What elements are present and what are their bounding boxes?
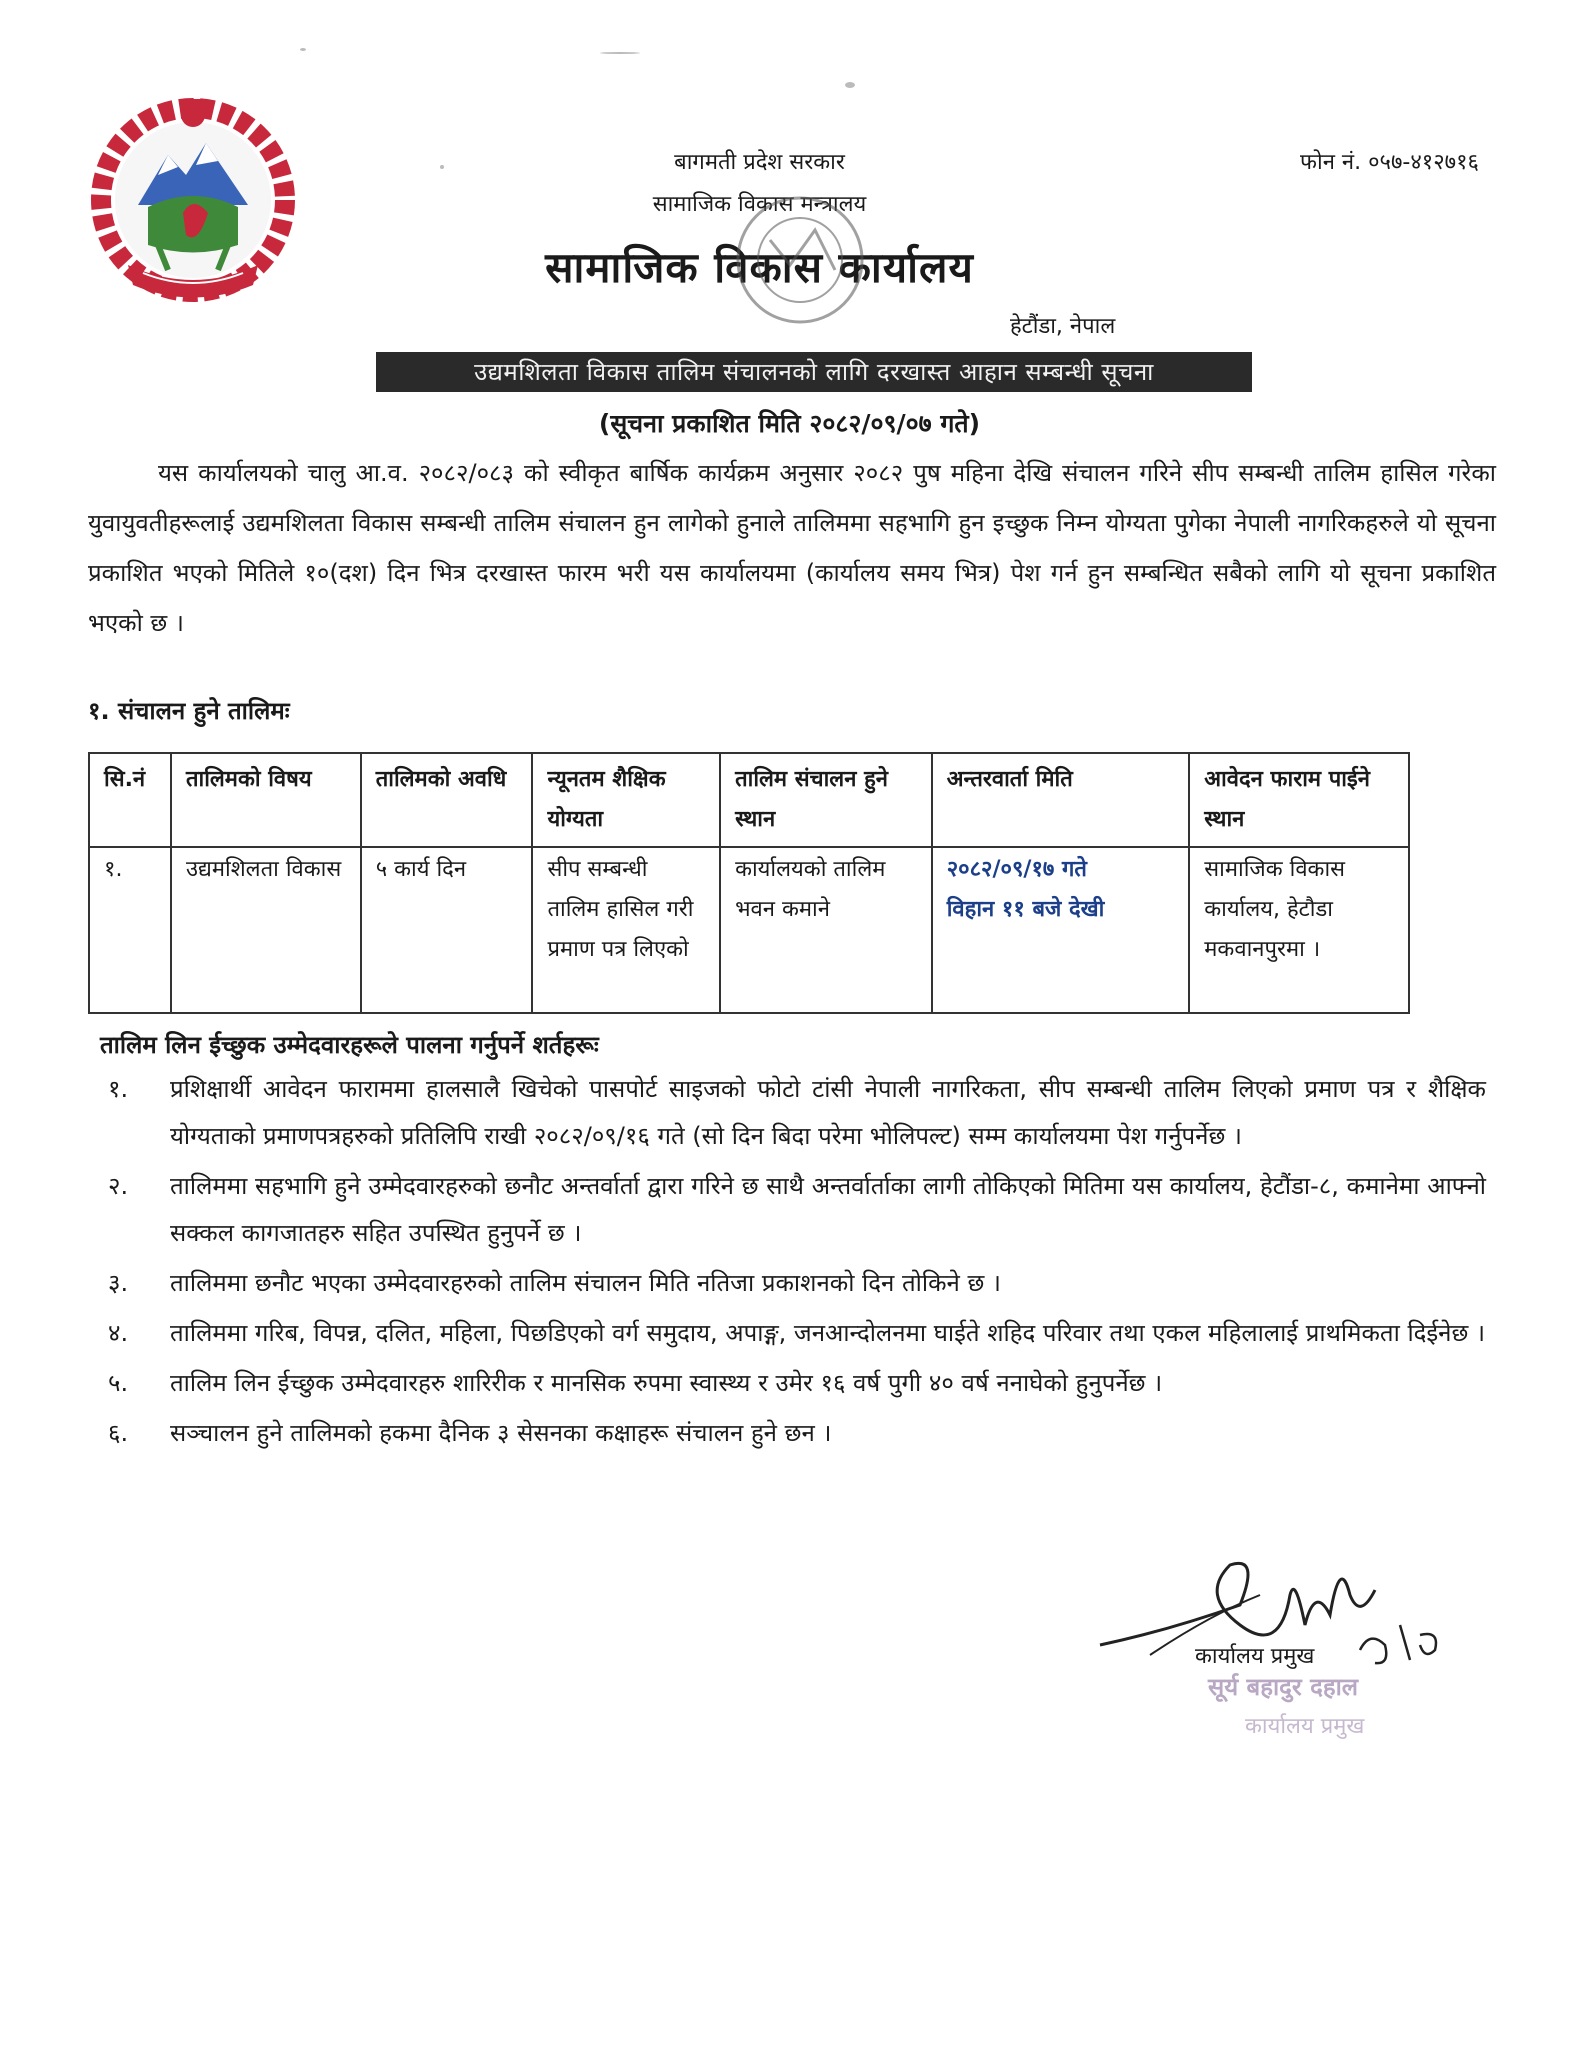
item-text: सञ्चालन हुने तालिमको हकमा दैनिक ३ सेसनका कक्षाहरू संचालन हुने छन ।: [170, 1419, 832, 1447]
cell-sn: १.: [89, 847, 171, 1013]
ministry-name: सामाजिक विकास मन्त्रालय: [652, 192, 867, 217]
item-number: १.: [108, 1075, 129, 1103]
office-name: सामाजिक विकास कार्यालय: [545, 243, 974, 292]
list-item: [108, 1360, 1486, 1407]
publication-date: (सूचना प्रकाशित मिति २०८२/०९/०७ गते): [598, 409, 981, 438]
item-text: प्रशिक्षार्थी आवेदन फाराममा हालसालै खिचेको पासपोर्ट साइजको फोटो टांसी नेपाली नागरिकता, सीप सम्बन्धी तालिम लिएको प्रमाण पत्र र शैक्षिक योग्यताको प्रमाणपत्रहरुको प्रतिलिपि राखी २०८२/०९/१६ गते (सो दिन बिदा परेमा भोलिपल्ट) सम्म कार्यालयमा पेश गर्नुपर्नेछ ।: [170, 1075, 1486, 1150]
cell-form-place: सामाजिक विकास कार्यालय, हेटौडा मकवानपुरमा ।: [1189, 847, 1409, 1013]
header-subject: तालिमको विषय: [171, 753, 361, 847]
item-text: तालिममा छनौट भएका उम्मेदवारहरुको तालिम संचालन मिति नतिजा प्रकाशनको दिन तोकिने छ ।: [170, 1269, 1002, 1297]
conditions-title: तालिम लिन ईच्छुक उम्मेदवारहरूले पालना गर्नुपर्ने शर्तहरूः: [100, 1031, 599, 1059]
section-training-title: १. संचालन हुने तालिमः: [88, 697, 290, 725]
item-text: तालिममा गरिब, विपन्न, दलित, महिला, पिछडिएको वर्ग समुदाय, अपाङ्ग, जनआन्दोलनमा घाईते शहिद परिवार तथा एकल महिलालाई प्राथमिकता दिईनेछ ।: [170, 1319, 1486, 1347]
list-item: [108, 1310, 1486, 1357]
item-number: ४.: [108, 1319, 129, 1347]
header-sn: सि.नं: [89, 753, 171, 847]
list-item: [108, 1260, 1486, 1307]
office-seal-icon: [690, 190, 900, 350]
header-qualification: न्यूनतम शैक्षिक योग्यता: [532, 753, 720, 847]
cell-subject: उद्यमशिलता विकास: [171, 847, 361, 1013]
cell-venue: कार्यालयको तालिम भवन कमाने: [720, 847, 932, 1013]
list-item: [108, 1163, 1486, 1257]
signatory-title: कार्यालय प्रमुख: [1195, 1644, 1315, 1669]
list-item: [108, 1410, 1486, 1457]
item-number: २.: [108, 1172, 129, 1200]
scan-speck: [440, 165, 444, 169]
table-row: [89, 847, 1409, 1013]
cell-qualification: सीप सम्बन्धी तालिम हासिल गरी प्रमाण पत्र लिएको: [532, 847, 720, 1013]
item-text: तालिम लिन ईच्छुक उम्मेदवारहरु शारिरीक र मानसिक रुपमा स्वास्थ्य र उमेर १६ वर्ष पुगी ४० वर्ष ननाघेको हुनुपर्नेछ ।: [170, 1369, 1163, 1397]
interview-date: २०८२/०९/१७ गते: [946, 857, 1087, 882]
interview-time: विहान ११ बजे देखी: [946, 897, 1105, 922]
conditions-list: [108, 1066, 1486, 1460]
training-table: [88, 752, 1410, 1014]
item-number: ५.: [108, 1369, 129, 1397]
phone-number: फोन नं. ०५७-४१२७१६: [1300, 150, 1479, 175]
scan-speck: [845, 82, 855, 88]
table-header-row: [89, 753, 1409, 847]
office-location: हेटौंडा, नेपाल: [1010, 314, 1116, 339]
item-number: ६.: [108, 1419, 129, 1447]
stamp-role: कार्यालय प्रमुख: [1245, 1714, 1365, 1739]
item-text: तालिममा सहभागि हुने उम्मेदवारहरुको छनौट अन्तर्वार्ता द्वारा गरिने छ साथै अन्तर्वार्ताका लागी तोकिएको मितिमा यस कार्यालय, हेटौंडा-८, कमानेमा आफ्नो सक्कल कागजातहरु सहित उपस्थित हुनुपर्ने छ ।: [170, 1172, 1486, 1247]
header-form-place: आवेदन फाराम पाईने स्थान: [1189, 753, 1409, 847]
government-name: बागमती प्रदेश सरकार: [674, 150, 845, 175]
cell-interview: [932, 847, 1190, 1013]
notice-title: उद्यमशिलता विकास तालिम संचालनको लागि दरखास्त आहान सम्बन्धी सूचना: [376, 352, 1252, 392]
list-item: [108, 1066, 1486, 1160]
stamp-name: सूर्य बहादुर दहाल: [1208, 1673, 1359, 1701]
scan-speck: [600, 52, 640, 54]
item-number: ३.: [108, 1269, 129, 1297]
intro-paragraph: यस कार्यालयको चालु आ.व. २०८२/०८३ को स्वीकृत बार्षिक कार्यक्रम अनुसार २०८२ पुष महिना देखि संचालन गरिने सीप सम्बन्धी तालिम हासिल गरेका युवायुवतीहरूलाई उद्यमशिलता विकास सम्बन्धी तालिम संचालन हुन लागेको हुनाले तालिममा सहभागि हुन इच्छुक निम्न योग्यता पुगेका नेपाली नागरिकहरुले यो सूचना प्रकाशित भएको मितिले १०(दश) दिन भित्र दरखास्त फारम भरी यस कार्यालयमा (कार्यालय समय भित्र) पेश गर्न हुन सम्बन्धित सबैको लागि यो सूचना प्रकाशित भएको छ ।: [88, 459, 1496, 637]
header-venue: तालिम संचालन हुने स्थान: [720, 753, 932, 847]
header-duration: तालिमको अवधि: [361, 753, 533, 847]
cell-duration: ५ कार्य दिन: [361, 847, 533, 1013]
header-interview-date: अन्तरवार्ता मिति: [932, 753, 1190, 847]
scan-speck: [300, 48, 306, 51]
